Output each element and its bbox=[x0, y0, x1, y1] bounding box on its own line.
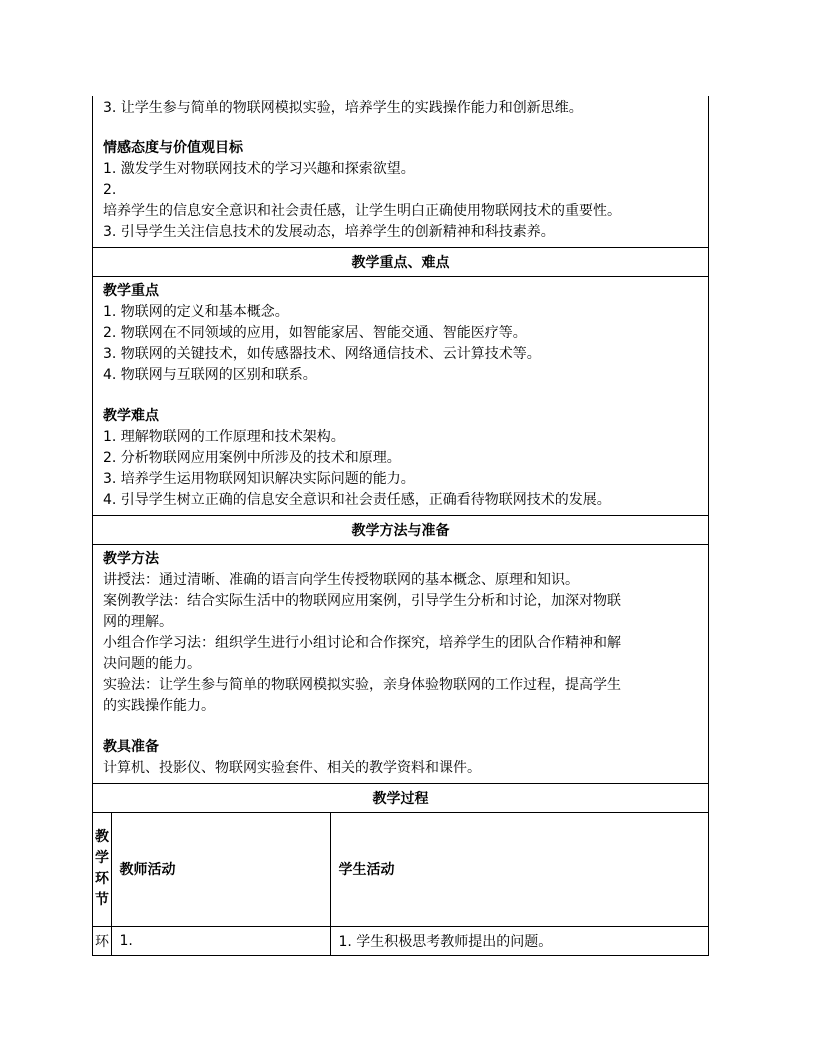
method-line: 网的理解。 bbox=[103, 614, 173, 630]
process-header: 教学过程 bbox=[93, 783, 708, 813]
student-activity-header: 学生活动 bbox=[330, 813, 708, 926]
student-activity-cell: 1. 学生积极思考教师提出的问题。 bbox=[330, 926, 708, 955]
method-line: 的实践操作能力。 bbox=[103, 698, 215, 714]
methods-section bbox=[93, 545, 708, 783]
affect-goal-line: 3. 引导学生关注信息技术的发展动态，培养学生的创新精神和科技素养。 bbox=[103, 224, 555, 240]
method-line: 讲授法：通过清晰、准确的语言向学生传授物联网的基本概念、原理和知识。 bbox=[103, 572, 579, 588]
method-line: 小组合作学习法：组织学生进行小组讨论和合作探究，培养学生的团队合作精神和解 bbox=[103, 635, 621, 651]
stage-column-header bbox=[93, 813, 111, 926]
difficulty-item: 4. 引导学生树立正确的信息安全意识和社会责任感，正确看待物联网技术的发展。 bbox=[103, 492, 611, 508]
difficulty-item: 1. 理解物联网的工作原理和技术架构。 bbox=[103, 429, 345, 445]
tools-heading: 教具准备 bbox=[103, 739, 159, 755]
stage-cell bbox=[93, 926, 111, 955]
affect-goal-line: 2. bbox=[103, 182, 117, 198]
process-table bbox=[93, 813, 708, 956]
method-line: 决问题的能力。 bbox=[103, 656, 201, 672]
focus-item: 4. 物联网与互联网的区别和联系。 bbox=[103, 367, 317, 383]
key-difficult-points-section bbox=[93, 277, 708, 515]
difficulty-heading: 教学难点 bbox=[103, 408, 159, 424]
key-difficult-points-header: 教学重点、难点 bbox=[93, 247, 708, 277]
methods-header: 教学方法与准备 bbox=[93, 515, 708, 545]
focus-item: 1. 物联网的定义和基本概念。 bbox=[103, 304, 289, 320]
focus-item: 2. 物联网在不同领域的应用，如智能家居、智能交通、智能医疗等。 bbox=[103, 325, 527, 341]
stage-header-char: 节 bbox=[95, 892, 109, 909]
stage-header-char: 环 bbox=[95, 871, 109, 888]
difficulty-item: 2. 分析物联网应用案例中所涉及的技术和原理。 bbox=[103, 450, 401, 466]
stage-header-char: 学 bbox=[95, 850, 109, 867]
method-heading: 教学方法 bbox=[103, 551, 159, 567]
affect-goal-line: 培养学生的信息安全意识和社会责任感，让学生明白正确使用物联网技术的重要性。 bbox=[103, 203, 621, 219]
teacher-activity-cell: 1. bbox=[111, 926, 330, 955]
teacher-activity-header: 教师活动 bbox=[111, 813, 330, 926]
process-header-row bbox=[93, 813, 708, 926]
focus-heading: 教学重点 bbox=[103, 283, 159, 299]
affect-goal-line: 1. 激发学生对物联网技术的学习兴趣和探索欲望。 bbox=[103, 161, 415, 177]
focus-item: 3. 物联网的关键技术，如传感器技术、网络通信技术、云计算技术等。 bbox=[103, 346, 541, 362]
skill-goal-3: 3. 让学生参与简单的物联网模拟实验，培养学生的实践操作能力和创新思维。 bbox=[103, 100, 583, 116]
lesson-plan-table bbox=[92, 96, 709, 956]
difficulty-item: 3. 培养学生运用物联网知识解决实际问题的能力。 bbox=[103, 471, 415, 487]
objectives-section bbox=[93, 96, 708, 247]
process-row bbox=[93, 926, 708, 955]
tools-line: 计算机、投影仪、物联网实验套件、相关的教学资料和课件。 bbox=[103, 760, 481, 776]
method-line: 实验法：让学生参与简单的物联网模拟实验，亲身体验物联网的工作过程，提高学生 bbox=[103, 677, 621, 693]
affect-goals-heading: 情感态度与价值观目标 bbox=[103, 140, 243, 156]
stage-cell-text: 环 bbox=[95, 933, 109, 950]
stage-header-char: 教 bbox=[95, 829, 109, 846]
method-line: 案例教学法：结合实际生活中的物联网应用案例，引导学生分析和讨论，加深对物联 bbox=[103, 593, 621, 609]
